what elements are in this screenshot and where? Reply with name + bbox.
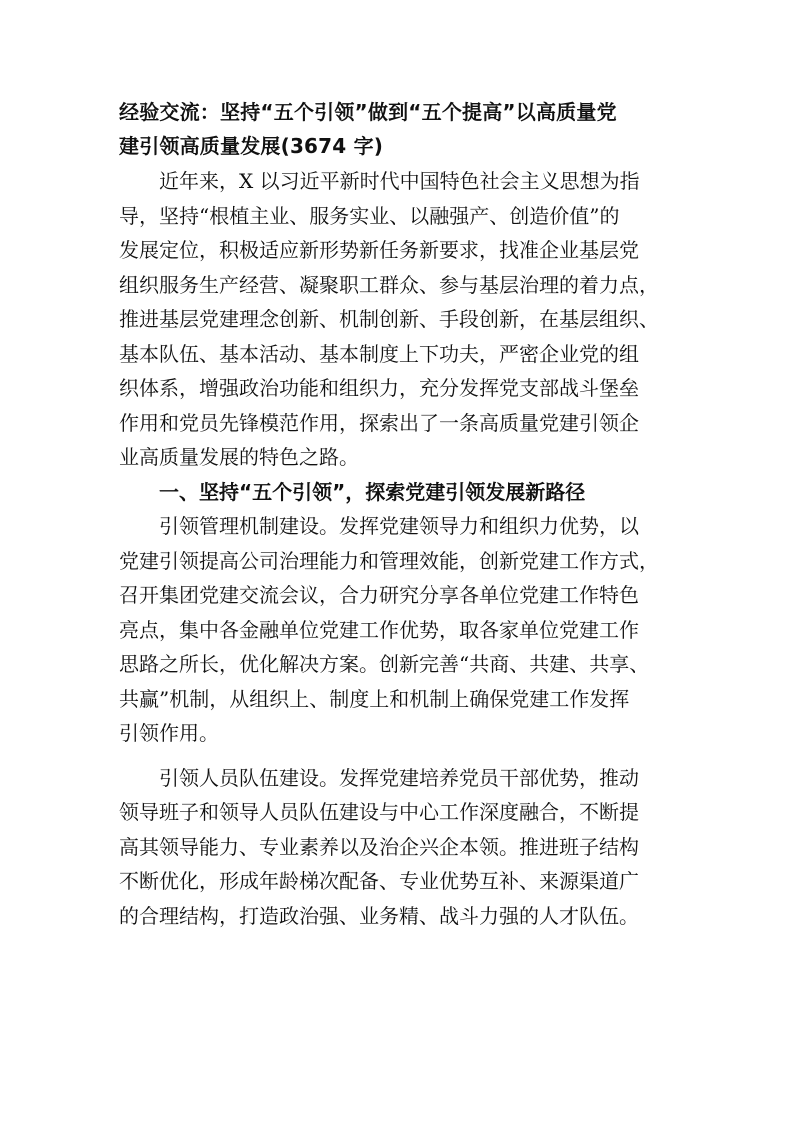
section-heading: 一、坚持“五个引领”，探索党建引领发展新路径 <box>159 479 586 504</box>
paragraph-personnel-team <box>119 761 679 934</box>
document-body <box>119 95 679 933</box>
text-line: 共赢”机制，从组织上、制度上和机制上确保党建工作发挥 <box>119 686 630 711</box>
text-line: 召开集团党建交流会议，合力研究分享各单位党建工作特色 <box>119 583 639 607</box>
text-line: 不断优化，形成年龄梯次配备、专业优势互补、来源渠道广 <box>119 869 639 893</box>
text-line: 作用和党员先锋模范作用，探索出了一条高质量党建引领企 <box>119 410 639 435</box>
text-line: 引领作用。 <box>119 721 219 745</box>
text-line: 引领管理机制建设。发挥党建领导力和组织力优势，以 <box>159 514 639 538</box>
text-line: 党建引领提高公司治理能力和管理效能，创新党建工作方式， <box>119 548 659 573</box>
text-line: 引领人员队伍建设。发挥党建培养党员干部优势，推动 <box>159 765 639 790</box>
paragraph-management-mechanism <box>119 509 679 751</box>
text-line: 推进基层党建理念创新、机制创新、手段创新，在基层组织、 <box>119 307 659 331</box>
title-line-1: 经验交流：坚持“五个引领”做到“五个提高”以高质量党 <box>119 100 617 124</box>
text-line: 亮点，集中各金融单位党建工作优势，取各家单位党建工作 <box>119 617 639 642</box>
text-line: 高其领导能力、专业素养以及治企兴企本领。推进班子结构 <box>119 834 639 859</box>
text-line: 的合理结构，打造政治强、业务精、战斗力强的人才队伍。 <box>119 903 639 928</box>
text-line: 织体系，增强政治功能和组织力，充分发挥党支部战斗堡垒 <box>119 376 639 400</box>
title-line-2: 建引领高质量发展(3674 字) <box>119 134 384 158</box>
document-title <box>119 95 679 163</box>
text-line: 组织服务生产经营、凝聚职工群众、参与基层治理的着力点， <box>119 272 659 297</box>
text-line: 领导班子和领导人员队伍建设与中心工作深度融合，不断提 <box>119 800 639 824</box>
text-line: 发展定位，积极适应新形势新任务新要求，找准企业基层党 <box>119 238 639 262</box>
text-line: 思路之所长，优化解决方案。创新完善“共商、共建、共享、 <box>119 652 650 676</box>
text-line: 导，坚持“根植主业、服务实业、以融强产、创造价值”的 <box>119 203 620 228</box>
text-line: 基本队伍、基本活动、基本制度上下功夫，严密企业党的组 <box>119 341 639 366</box>
text-line: 近年来，X 以习近平新时代中国特色社会主义思想为指 <box>159 169 640 193</box>
intro-paragraph <box>119 164 679 475</box>
text-line: 业高质量发展的特色之路。 <box>119 445 359 469</box>
